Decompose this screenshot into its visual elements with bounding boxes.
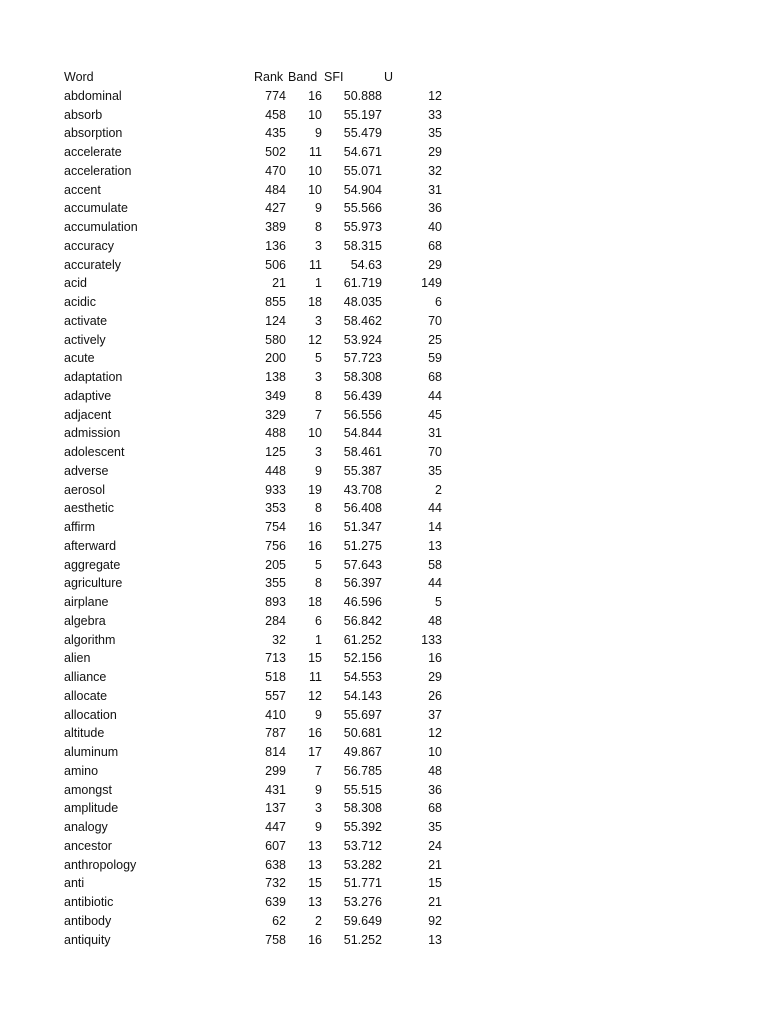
cell-u: 25 bbox=[428, 332, 442, 347]
cell-u: 15 bbox=[428, 876, 442, 891]
cell-u: 31 bbox=[428, 182, 442, 197]
cell-word: activate bbox=[64, 313, 108, 328]
cell-rank: 470 bbox=[265, 163, 286, 178]
cell-rank: 410 bbox=[265, 707, 286, 722]
cell-u: 70 bbox=[428, 313, 442, 328]
cell-rank: 448 bbox=[265, 463, 286, 478]
cell-u: 12 bbox=[428, 88, 442, 103]
header-sfi: SFI bbox=[324, 70, 344, 84]
cell-u: 6 bbox=[435, 295, 442, 309]
cell-u: 37 bbox=[428, 707, 442, 722]
cell-rank: 814 bbox=[265, 745, 286, 759]
cell-rank: 638 bbox=[265, 857, 286, 872]
cell-u: 68 bbox=[428, 370, 442, 384]
cell-sfi: 53.276 bbox=[343, 895, 382, 909]
cell-band: 1 bbox=[315, 632, 322, 647]
cell-band: 7 bbox=[315, 407, 322, 422]
cell-rank: 756 bbox=[265, 538, 286, 553]
header-u: U bbox=[384, 70, 394, 84]
cell-rank: 506 bbox=[265, 257, 286, 272]
cell-u: 44 bbox=[428, 501, 442, 516]
cell-band: 9 bbox=[315, 126, 322, 141]
cell-sfi: 55.197 bbox=[343, 107, 382, 122]
cell-word: accelerate bbox=[64, 145, 122, 159]
cell-sfi: 56.785 bbox=[343, 763, 382, 778]
cell-u: 70 bbox=[428, 445, 442, 459]
cell-band: 16 bbox=[308, 88, 322, 103]
cell-band: 10 bbox=[308, 107, 322, 122]
cell-word: accurately bbox=[64, 257, 121, 272]
cell-sfi: 51.275 bbox=[343, 538, 382, 553]
cell-u: 58 bbox=[428, 557, 442, 572]
cell-rank: 855 bbox=[265, 295, 286, 309]
cell-word: anthropology bbox=[64, 857, 137, 872]
cell-word: acute bbox=[64, 351, 95, 366]
cell-sfi: 53.282 bbox=[343, 857, 382, 872]
cell-word: antiquity bbox=[64, 932, 111, 947]
cell-sfi: 56.556 bbox=[343, 407, 382, 422]
cell-band: 16 bbox=[308, 520, 322, 534]
cell-word: accumulate bbox=[64, 201, 128, 216]
cell-rank: 774 bbox=[265, 88, 286, 103]
cell-sfi: 57.723 bbox=[343, 351, 382, 366]
cell-u: 29 bbox=[428, 670, 442, 684]
cell-sfi: 56.397 bbox=[343, 576, 382, 591]
cell-word: allocate bbox=[64, 688, 108, 703]
cell-sfi: 55.387 bbox=[343, 463, 382, 478]
cell-rank: 758 bbox=[265, 932, 286, 947]
cell-sfi: 55.697 bbox=[343, 707, 382, 722]
cell-u: 32 bbox=[428, 163, 442, 178]
cell-sfi: 55.515 bbox=[343, 782, 382, 797]
cell-sfi: 51.252 bbox=[343, 932, 382, 947]
cell-band: 10 bbox=[308, 163, 322, 178]
cell-word: altitude bbox=[64, 726, 105, 741]
cell-sfi: 55.566 bbox=[343, 201, 382, 216]
cell-sfi: 56.842 bbox=[343, 613, 382, 628]
cell-band: 8 bbox=[315, 388, 322, 403]
cell-rank: 21 bbox=[272, 276, 286, 291]
cell-sfi: 58.462 bbox=[343, 313, 382, 328]
cell-band: 16 bbox=[308, 538, 322, 553]
cell-sfi: 53.924 bbox=[343, 332, 382, 347]
cell-band: 11 bbox=[309, 670, 322, 684]
cell-word: anti bbox=[64, 876, 85, 891]
cell-band: 9 bbox=[315, 463, 322, 478]
cell-band: 9 bbox=[315, 201, 322, 216]
cell-sfi: 61.719 bbox=[343, 276, 382, 291]
cell-word: afterward bbox=[64, 538, 117, 553]
cell-sfi: 50.888 bbox=[343, 88, 382, 103]
cell-rank: 713 bbox=[265, 651, 286, 666]
cell-band: 12 bbox=[308, 332, 322, 347]
cell-rank: 299 bbox=[265, 763, 286, 778]
cell-rank: 138 bbox=[265, 370, 286, 384]
cell-sfi: 54.553 bbox=[343, 670, 382, 684]
cell-sfi: 58.461 bbox=[343, 445, 382, 459]
cell-band: 15 bbox=[308, 876, 322, 891]
cell-sfi: 55.479 bbox=[343, 126, 382, 141]
cell-sfi: 58.308 bbox=[343, 801, 382, 816]
cell-u: 45 bbox=[428, 407, 442, 422]
cell-u: 48 bbox=[428, 613, 442, 628]
cell-band: 3 bbox=[315, 445, 322, 459]
cell-u: 35 bbox=[428, 820, 442, 834]
cell-sfi: 55.071 bbox=[343, 163, 382, 178]
cell-u: 68 bbox=[428, 238, 442, 253]
cell-rank: 893 bbox=[265, 595, 286, 609]
cell-rank: 458 bbox=[265, 107, 286, 122]
cell-sfi: 48.035 bbox=[343, 295, 382, 309]
cell-u: 2 bbox=[435, 482, 442, 497]
cell-u: 35 bbox=[428, 463, 442, 478]
cell-rank: 125 bbox=[265, 445, 286, 459]
cell-sfi: 56.408 bbox=[343, 501, 382, 516]
cell-rank: 639 bbox=[265, 895, 286, 909]
cell-u: 133 bbox=[421, 632, 442, 647]
cell-u: 48 bbox=[428, 763, 442, 778]
cell-rank: 580 bbox=[265, 332, 286, 347]
cell-sfi: 53.712 bbox=[343, 838, 382, 853]
cell-rank: 431 bbox=[265, 782, 286, 797]
cell-word: aluminum bbox=[64, 745, 119, 759]
cell-word: adaptive bbox=[64, 388, 112, 403]
cell-rank: 787 bbox=[265, 726, 286, 741]
cell-rank: 349 bbox=[265, 388, 286, 403]
cell-sfi: 61.252 bbox=[343, 632, 382, 647]
cell-band: 5 bbox=[315, 557, 322, 572]
cell-band: 6 bbox=[315, 613, 322, 628]
cell-rank: 136 bbox=[265, 238, 286, 253]
cell-band: 1 bbox=[315, 276, 322, 291]
cell-u: 24 bbox=[428, 838, 442, 853]
cell-word: accumulation bbox=[64, 220, 138, 234]
cell-sfi: 54.143 bbox=[343, 688, 382, 703]
cell-word: aggregate bbox=[64, 557, 121, 572]
header-word: Word bbox=[64, 70, 94, 84]
cell-band: 8 bbox=[315, 576, 322, 591]
cell-u: 13 bbox=[428, 538, 442, 553]
cell-u: 36 bbox=[428, 201, 442, 216]
cell-sfi: 58.315 bbox=[343, 238, 382, 253]
cell-band: 3 bbox=[315, 370, 322, 384]
cell-rank: 62 bbox=[272, 913, 286, 928]
cell-rank: 484 bbox=[265, 182, 286, 197]
cell-sfi: 59.649 bbox=[343, 913, 382, 928]
cell-band: 3 bbox=[315, 238, 322, 253]
cell-band: 8 bbox=[315, 501, 322, 516]
cell-sfi: 54.63 bbox=[350, 257, 382, 272]
cell-rank: 502 bbox=[265, 145, 286, 159]
cell-rank: 137 bbox=[265, 801, 286, 816]
cell-rank: 557 bbox=[265, 688, 286, 703]
cell-word: absorption bbox=[64, 126, 123, 141]
cell-rank: 329 bbox=[265, 407, 286, 422]
cell-word: amongst bbox=[64, 782, 112, 797]
cell-band: 11 bbox=[309, 145, 322, 159]
cell-rank: 32 bbox=[272, 632, 286, 647]
cell-sfi: 58.308 bbox=[343, 370, 382, 384]
cell-rank: 205 bbox=[265, 557, 286, 572]
cell-sfi: 49.867 bbox=[343, 745, 382, 759]
cell-rank: 284 bbox=[265, 613, 286, 628]
cell-word: acceleration bbox=[64, 163, 132, 178]
cell-sfi: 54.671 bbox=[343, 145, 382, 159]
cell-u: 31 bbox=[428, 426, 442, 441]
cell-word: adverse bbox=[64, 463, 109, 478]
cell-word: allocation bbox=[64, 707, 117, 722]
cell-band: 2 bbox=[315, 913, 322, 928]
cell-sfi: 56.439 bbox=[343, 388, 382, 403]
cell-word: adolescent bbox=[64, 445, 125, 459]
cell-u: 5 bbox=[435, 595, 442, 609]
cell-word: antibiotic bbox=[64, 895, 114, 909]
cell-rank: 200 bbox=[265, 351, 286, 366]
cell-u: 10 bbox=[428, 745, 442, 759]
cell-band: 9 bbox=[315, 820, 322, 834]
cell-sfi: 55.973 bbox=[343, 220, 382, 234]
cell-u: 59 bbox=[428, 351, 442, 366]
cell-word: aesthetic bbox=[64, 501, 115, 516]
cell-word: alliance bbox=[64, 670, 107, 684]
cell-band: 18 bbox=[308, 595, 322, 609]
cell-u: 35 bbox=[428, 126, 442, 141]
cell-u: 26 bbox=[428, 688, 442, 703]
cell-word: ancestor bbox=[64, 838, 112, 853]
cell-sfi: 55.392 bbox=[343, 820, 382, 834]
cell-u: 33 bbox=[428, 107, 442, 122]
cell-band: 12 bbox=[308, 688, 322, 703]
cell-word: accent bbox=[64, 182, 101, 197]
cell-sfi: 57.643 bbox=[343, 557, 382, 572]
cell-rank: 435 bbox=[265, 126, 286, 141]
cell-band: 5 bbox=[315, 351, 322, 366]
cell-rank: 355 bbox=[265, 576, 286, 591]
cell-rank: 488 bbox=[265, 426, 286, 441]
cell-word: actively bbox=[64, 332, 106, 347]
cell-word: algorithm bbox=[64, 632, 116, 647]
cell-band: 10 bbox=[308, 426, 322, 441]
cell-band: 9 bbox=[315, 707, 322, 722]
cell-word: algebra bbox=[64, 613, 106, 628]
cell-band: 9 bbox=[315, 782, 322, 797]
cell-band: 13 bbox=[308, 857, 322, 872]
cell-rank: 353 bbox=[265, 501, 286, 516]
cell-band: 17 bbox=[308, 745, 322, 759]
cell-rank: 754 bbox=[265, 520, 286, 534]
cell-u: 29 bbox=[428, 145, 442, 159]
cell-sfi: 51.771 bbox=[343, 876, 382, 891]
header-rank: Rank bbox=[254, 70, 284, 84]
cell-word: agriculture bbox=[64, 576, 123, 591]
header-band: Band bbox=[288, 70, 318, 84]
cell-band: 8 bbox=[315, 220, 322, 234]
cell-word: airplane bbox=[64, 595, 109, 609]
cell-band: 15 bbox=[308, 651, 322, 666]
cell-rank: 447 bbox=[265, 820, 286, 834]
cell-rank: 933 bbox=[265, 482, 286, 497]
cell-band: 18 bbox=[308, 295, 322, 309]
cell-sfi: 54.904 bbox=[343, 182, 382, 197]
cell-sfi: 50.681 bbox=[343, 726, 382, 741]
cell-word: accuracy bbox=[64, 238, 115, 253]
cell-u: 92 bbox=[428, 913, 442, 928]
cell-band: 19 bbox=[308, 482, 322, 497]
cell-word: adjacent bbox=[64, 407, 112, 422]
cell-band: 11 bbox=[309, 257, 322, 272]
cell-u: 21 bbox=[428, 857, 442, 872]
cell-sfi: 54.844 bbox=[343, 426, 382, 441]
cell-rank: 518 bbox=[265, 670, 286, 684]
cell-word: abdominal bbox=[64, 88, 122, 103]
cell-u: 44 bbox=[428, 576, 442, 591]
cell-rank: 389 bbox=[265, 220, 286, 234]
cell-u: 44 bbox=[428, 388, 442, 403]
cell-u: 68 bbox=[428, 801, 442, 816]
cell-word: acid bbox=[64, 276, 87, 291]
cell-sfi: 52.156 bbox=[343, 651, 382, 666]
cell-word: antibody bbox=[64, 913, 112, 928]
cell-word: alien bbox=[64, 651, 91, 666]
cell-sfi: 46.596 bbox=[343, 595, 382, 609]
cell-u: 36 bbox=[428, 782, 442, 797]
cell-band: 3 bbox=[315, 313, 322, 328]
cell-word: acidic bbox=[64, 295, 96, 309]
cell-word: analogy bbox=[64, 820, 108, 834]
cell-band: 13 bbox=[308, 895, 322, 909]
cell-u: 12 bbox=[428, 726, 442, 741]
cell-band: 3 bbox=[315, 801, 322, 816]
cell-band: 10 bbox=[308, 182, 322, 197]
cell-u: 13 bbox=[428, 932, 442, 947]
cell-word: affirm bbox=[64, 520, 96, 534]
cell-sfi: 51.347 bbox=[343, 520, 382, 534]
cell-rank: 732 bbox=[265, 876, 286, 891]
cell-word: absorb bbox=[64, 107, 103, 122]
cell-u: 29 bbox=[428, 257, 442, 272]
cell-sfi: 43.708 bbox=[343, 482, 382, 497]
cell-u: 149 bbox=[421, 276, 442, 291]
cell-rank: 427 bbox=[265, 201, 286, 216]
cell-word: admission bbox=[64, 426, 121, 441]
cell-word: adaptation bbox=[64, 370, 123, 384]
cell-band: 13 bbox=[308, 838, 322, 853]
cell-rank: 607 bbox=[265, 838, 286, 853]
cell-word: amino bbox=[64, 763, 99, 778]
cell-band: 16 bbox=[308, 726, 322, 741]
cell-band: 16 bbox=[308, 932, 322, 947]
cell-u: 21 bbox=[428, 895, 442, 909]
cell-u: 40 bbox=[428, 220, 442, 234]
cell-u: 14 bbox=[428, 520, 442, 534]
cell-rank: 124 bbox=[265, 313, 286, 328]
cell-word: aerosol bbox=[64, 482, 105, 497]
cell-band: 7 bbox=[315, 763, 322, 778]
cell-u: 16 bbox=[428, 651, 442, 666]
cell-word: amplitude bbox=[64, 801, 119, 816]
